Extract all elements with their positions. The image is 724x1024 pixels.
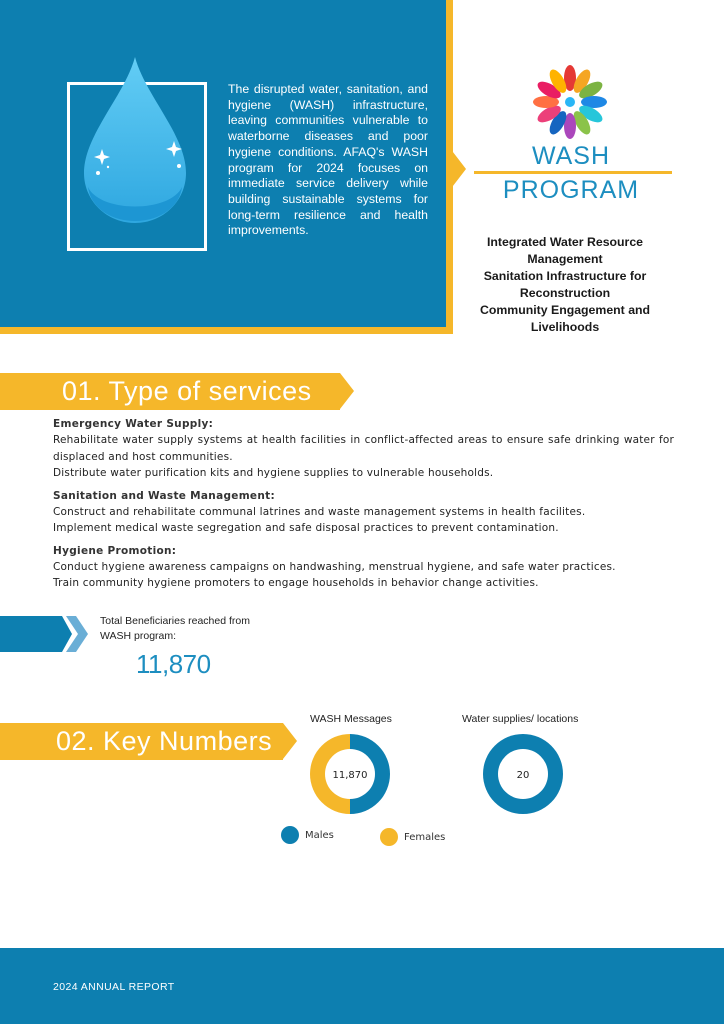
title-divider — [474, 171, 672, 174]
focus-area-item: Sanitation Infrastructure for Reconstruction — [483, 269, 647, 300]
hero-arrow — [446, 143, 466, 195]
water-drop-icon — [80, 55, 190, 225]
service-item: Conduct hygiene awareness campaigns on handwashing, menstrual hygiene, and safe water practices. — [53, 560, 616, 573]
donut-chart-water-supplies — [482, 733, 564, 815]
program-title: PROGRAM — [502, 176, 640, 204]
beneficiaries-bar — [0, 616, 62, 652]
chart-title-wash-messages: WASH Messages — [310, 713, 392, 725]
service-group-title: Emergency Water Supply: — [53, 418, 214, 430]
section1-banner-arrow — [340, 373, 354, 409]
wash-flower-logo-icon — [530, 62, 610, 142]
hero-description: The disrupted water, sanitation, and hygiene (WASH) infrastructure, leaving communities vulnerable to waterborne diseases and poor hygiene conditions. AFAQ's WASH program for 2024 focuses on immediate service delivery while building sustainable systems for long-term resilience and health improvements. — [228, 82, 428, 238]
legend-label: Males — [305, 829, 334, 841]
chart-title-water-supplies: Water supplies/ locations — [462, 713, 579, 725]
services-list — [53, 416, 674, 598]
footer-text: 2024 ANNUAL REPORT — [53, 981, 175, 993]
section2-heading: 02. Key Numbers — [56, 726, 273, 756]
service-item: Implement medical waste segregation and safe disposal practices to prevent contamination. — [53, 522, 559, 534]
footer — [0, 948, 724, 1024]
service-item: Distribute water purification kits and hygiene supplies to vulnerable households. — [53, 467, 494, 479]
donut-center-label: 11,870 — [332, 770, 368, 781]
donut-chart-wash-messages — [309, 733, 391, 815]
legend-label: Females — [404, 831, 446, 843]
donut-center-label: 20 — [516, 770, 530, 781]
chevron-right-icon — [64, 616, 90, 652]
beneficiaries-value: 11,870 — [136, 649, 211, 679]
service-item: Rehabilitate water supply systems at health facilities in conflict-affected areas to ensure safe drinking water for displaced and host communities. — [53, 434, 674, 463]
legend-swatch — [281, 826, 299, 844]
focus-area-item: Integrated Water Resource Management — [486, 235, 644, 266]
section1-heading: 01. Type of services — [62, 376, 312, 406]
focus-area-item: Community Engagement and Livelihoods — [479, 303, 651, 334]
service-group-title: Sanitation and Waste Management: — [53, 489, 275, 502]
legend-item-males — [281, 826, 334, 844]
service-item: Construct and rehabilitate communal latrines and waste management systems in health facilites. — [53, 505, 586, 518]
service-item: Train community hygiene promoters to engage households in behavior change activities. — [53, 577, 539, 589]
service-group-title: Hygiene Promotion: — [53, 544, 177, 557]
section2-banner-arrow — [283, 723, 297, 759]
beneficiaries-label: Total Beneficiaries reached from WASH program: — [100, 615, 250, 642]
service-group — [53, 488, 674, 537]
service-group — [53, 416, 674, 482]
wash-title: WASH — [531, 142, 611, 170]
focus-areas-list — [470, 234, 660, 336]
legend-item-females — [380, 828, 445, 846]
legend-swatch — [380, 828, 398, 846]
service-group — [53, 543, 674, 592]
